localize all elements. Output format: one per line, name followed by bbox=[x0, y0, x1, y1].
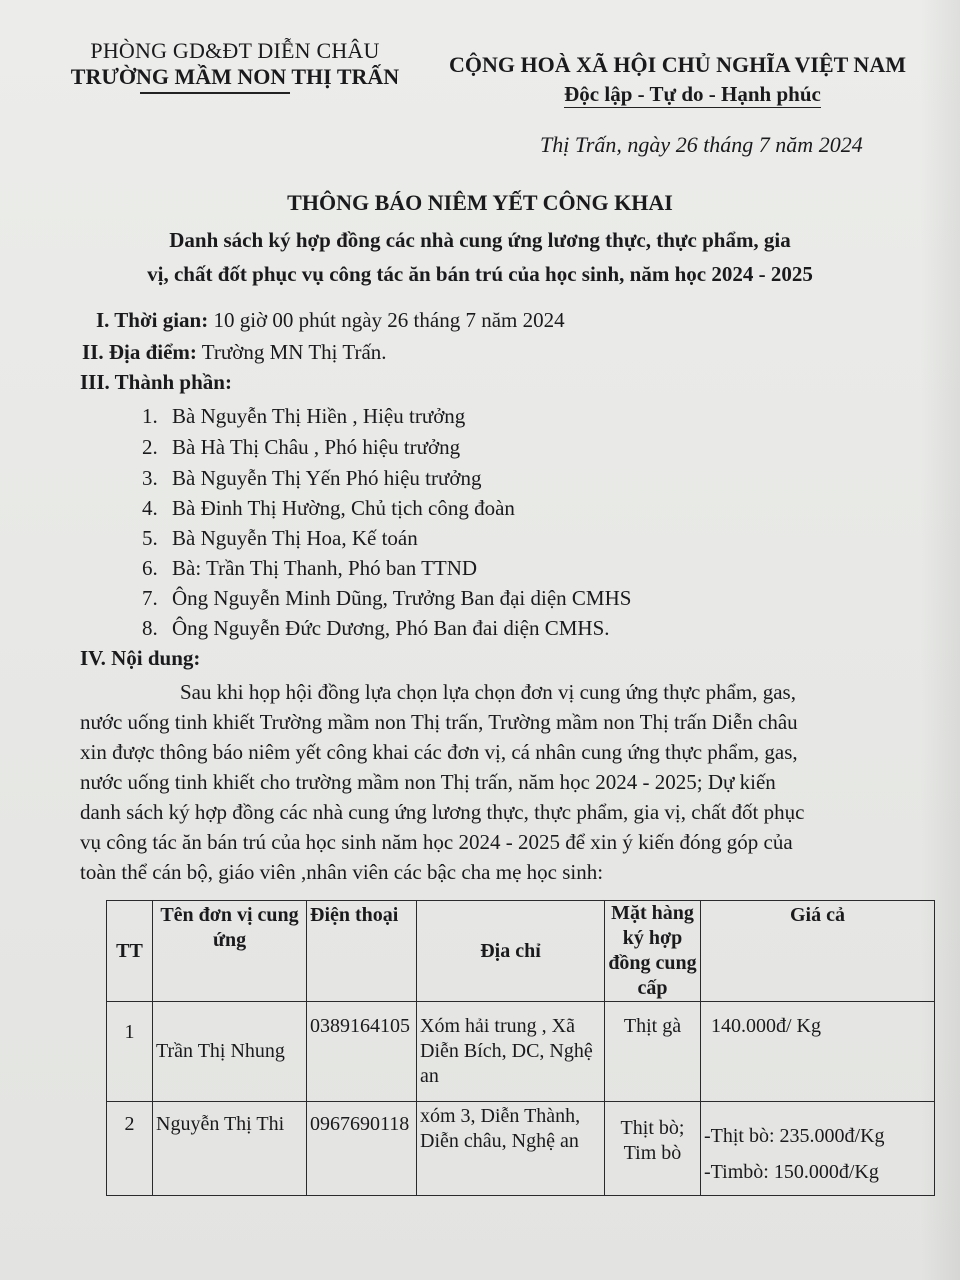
school-name: TRƯỜNG MẦM NON THỊ TRẤN bbox=[70, 64, 400, 89]
supplier-table bbox=[106, 900, 935, 1196]
cell-price bbox=[701, 1002, 935, 1102]
price-line: 140.000đ/ Kg bbox=[711, 1015, 821, 1037]
section-time bbox=[96, 308, 565, 333]
header-supplier-name: Tên đơn vị cung ứng bbox=[153, 901, 307, 1002]
list-item: 6. Bà: Trần Thị Thanh, Phó ban TTND bbox=[142, 556, 478, 580]
section-place-value: Trường MN Thị Trấn. bbox=[201, 340, 387, 364]
section-content-label: IV. Nội dung: bbox=[80, 646, 201, 670]
section-time-value: 10 giờ 00 phút ngày 26 tháng 7 năm 2024 bbox=[213, 308, 565, 332]
cell-supplier-name: Nguyễn Thị Thi bbox=[153, 1102, 307, 1196]
cell-phone: 0389164105 bbox=[307, 1002, 417, 1102]
table-row bbox=[107, 1102, 935, 1196]
section-members bbox=[80, 370, 232, 395]
cell-item: Thịt bò; Tim bò bbox=[605, 1102, 701, 1196]
table-header-row bbox=[107, 901, 935, 1002]
paragraph-line: nước uống tinh khiết Trường mầm non Thị trấn, Trường mầm non Thị trấn Diễn châu bbox=[80, 710, 798, 734]
national-motto: Độc lập - Tự do - Hạnh phúc bbox=[564, 82, 821, 106]
cell-item: Thịt gà bbox=[605, 1002, 701, 1102]
department-name: PHÒNG GD&ĐT DIỄN CHÂU bbox=[90, 38, 380, 63]
price-line: -Thịt bò: 235.000đ/Kg bbox=[704, 1125, 885, 1147]
list-item: 5. Bà Nguyễn Thị Hoa, Kế toán bbox=[142, 526, 418, 550]
cell-price bbox=[701, 1102, 935, 1196]
page-edge-shadow bbox=[920, 0, 960, 1280]
price-line: -Timbò: 150.000đ/Kg bbox=[704, 1161, 879, 1183]
list-item: 3. Bà Nguyễn Thị Yến Phó hiệu trưởng bbox=[142, 466, 482, 490]
list-item: 1. Bà Nguyễn Thị Hiền , Hiệu trưởng bbox=[142, 404, 466, 428]
paragraph-line: xin được thông báo niêm yết công khai các đơn vị, cá nhân cung ứng thực phẩm, gas, bbox=[80, 740, 798, 764]
cell-tt: 1 bbox=[107, 1002, 153, 1102]
document-date: Thị Trấn, ngày 26 tháng 7 năm 2024 bbox=[540, 132, 863, 157]
section-time-label: I. Thời gian: bbox=[96, 308, 209, 332]
header-address: Địa chỉ bbox=[417, 901, 605, 1002]
list-item: 7. Ông Nguyễn Minh Dũng, Trưởng Ban đại diện CMHS bbox=[142, 586, 632, 610]
section-place-label: II. Địa điểm: bbox=[82, 340, 197, 364]
section-place bbox=[82, 340, 387, 365]
agency-header bbox=[60, 38, 410, 94]
header-underline bbox=[140, 92, 290, 94]
document-subtitle-line-1: Danh sách ký hợp đồng các nhà cung ứng lương thực, thực phẩm, gia bbox=[169, 228, 791, 252]
paragraph-line: nước uống tinh khiết cho trường mầm non Thị trấn, năm học 2024 - 2025; Dự kiến bbox=[80, 770, 776, 794]
list-item: 4. Bà Đinh Thị Hường, Chủ tịch công đoàn bbox=[142, 496, 515, 520]
cell-address: xóm 3, Diễn Thành, Diễn châu, Nghệ an bbox=[417, 1102, 605, 1196]
cell-tt: 2 bbox=[107, 1102, 153, 1196]
national-header bbox=[440, 52, 915, 107]
section-members-label: III. Thành phần: bbox=[80, 370, 232, 394]
table-row bbox=[107, 1002, 935, 1102]
header-tt: TT bbox=[107, 901, 153, 1002]
list-item: 8. Ông Nguyễn Đức Dương, Phó Ban đai diện CMHS. bbox=[142, 616, 610, 640]
paragraph-line: Sau khi họp hội đồng lựa chọn lựa chọn đơn vị cung ứng thực phẩm, gas, bbox=[180, 680, 796, 704]
paragraph-line: danh sách ký hợp đồng các nhà cung ứng lương thực, thực phẩm, gia vị, chất đốt phục bbox=[80, 800, 805, 824]
section-content bbox=[80, 646, 200, 671]
header-phone: Điện thoại bbox=[307, 901, 417, 1002]
cell-phone: 0967690118 bbox=[307, 1102, 417, 1196]
cell-address: Xóm hải trung , Xã Diễn Bích, DC, Nghệ an bbox=[417, 1002, 605, 1102]
header-price: Giá cả bbox=[701, 901, 935, 1002]
header-item: Mặt hàng ký hợp đồng cung cấp bbox=[605, 901, 701, 1002]
cell-supplier-name: Trần Thị Nhung bbox=[153, 1002, 307, 1102]
document-title: THÔNG BÁO NIÊM YẾT CÔNG KHAI bbox=[287, 190, 673, 215]
document-subtitle-line-2: vị, chất đốt phục vụ công tác ăn bán trú của học sinh, năm học 2024 - 2025 bbox=[147, 262, 813, 286]
paragraph-line: vụ công tác ăn bán trú của học sinh năm học 2024 - 2025 để xin ý kiến đóng góp của bbox=[80, 830, 793, 854]
paragraph-line: toàn thể cán bộ, giáo viên ,nhân viên các bậc cha mẹ học sinh: bbox=[80, 860, 604, 884]
list-item: 2. Bà Hà Thị Châu , Phó hiệu trưởng bbox=[142, 435, 461, 459]
national-title: CỘNG HOÀ XÃ HỘI CHỦ NGHĨA VIỆT NAM bbox=[449, 52, 906, 77]
